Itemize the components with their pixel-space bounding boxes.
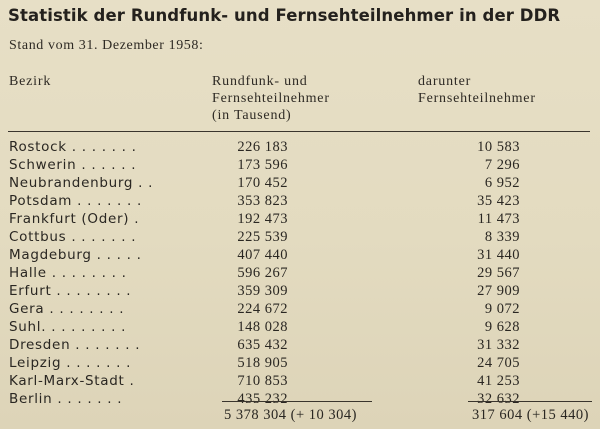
table-row — [0, 228, 600, 246]
rundfunk-value: 170 452 — [237, 175, 288, 191]
document-title: Statistik der Rundfunk- und Fernsehteilnehmer in der DDR — [8, 6, 561, 25]
rundfunk-value: 225 539 — [237, 229, 288, 245]
table-row — [0, 264, 600, 282]
bezirk-name: Neubrandenburg . . — [9, 175, 154, 191]
bezirk-name: Schwerin . . . . . . — [9, 157, 137, 173]
total-rundfunk: 5 378 304 (+ 10 304) — [224, 407, 357, 423]
fernseh-value: 32 632 — [477, 391, 520, 407]
bezirk-name: Dresden . . . . . . . — [9, 337, 141, 353]
table-row — [0, 354, 600, 372]
fernseh-value: 24 705 — [477, 355, 520, 371]
table-row — [0, 390, 600, 408]
rundfunk-value: 635 432 — [237, 337, 288, 353]
bezirk-name: Berlin . . . . . . . — [9, 391, 123, 407]
fernseh-value: 11 473 — [477, 211, 520, 227]
fernseh-value: 10 583 — [477, 139, 520, 155]
fernseh-value: 31 440 — [477, 247, 520, 263]
rundfunk-value: 596 267 — [237, 265, 288, 281]
fernseh-value: 41 253 — [477, 373, 520, 389]
table-row — [0, 138, 600, 156]
table-row — [0, 300, 600, 318]
table-row — [0, 318, 600, 336]
document-subtitle: Stand vom 31. Dezember 1958: — [9, 38, 204, 53]
bezirk-name: Frankfurt (Oder) . — [9, 211, 140, 227]
table-row — [0, 336, 600, 354]
rundfunk-value: 173 596 — [237, 157, 288, 173]
rundfunk-value: 353 823 — [237, 193, 288, 209]
rundfunk-value: 407 440 — [237, 247, 288, 263]
bezirk-name: Halle . . . . . . . . — [9, 265, 127, 281]
header-divider — [8, 131, 590, 132]
rundfunk-value: 192 473 — [237, 211, 288, 227]
sum-rule-fernseh — [468, 401, 592, 402]
fernseh-value: 31 332 — [477, 337, 520, 353]
fernseh-value: 7 296 — [484, 157, 520, 173]
table-row — [0, 246, 600, 264]
fernseh-value: 6 952 — [484, 175, 520, 191]
fernseh-value: 29 567 — [477, 265, 520, 281]
table-row — [0, 372, 600, 390]
bezirk-name: Magdeburg . . . . . — [9, 247, 142, 263]
table-row — [0, 156, 600, 174]
fernseh-value: 27 909 — [477, 283, 520, 299]
rundfunk-value: 435 232 — [237, 391, 288, 407]
table-row — [0, 282, 600, 300]
bezirk-name: Rostock . . . . . . . — [9, 139, 137, 155]
rundfunk-value: 226 183 — [237, 139, 288, 155]
bezirk-name: Suhl. . . . . . . . . — [9, 319, 127, 335]
fernseh-value: 35 423 — [477, 193, 520, 209]
column-header-rundfunk: Rundfunk- und Fernsehteilnehmer (in Tausend) — [212, 74, 330, 123]
bezirk-name: Karl-Marx-Stadt . — [9, 373, 135, 389]
table-row — [0, 192, 600, 210]
table-row — [0, 210, 600, 228]
table-row — [0, 174, 600, 192]
bezirk-name: Potsdam . . . . . . . — [9, 193, 143, 209]
fernseh-value: 8 339 — [484, 229, 520, 245]
bezirk-name: Cottbus . . . . . . . — [9, 229, 137, 245]
column-header-fernseh: darunter Fernsehteilnehmer — [418, 74, 536, 106]
rundfunk-value: 359 309 — [237, 283, 288, 299]
rundfunk-value: 710 853 — [237, 373, 288, 389]
rundfunk-value: 518 905 — [237, 355, 288, 371]
table-body — [0, 138, 600, 408]
bezirk-name: Leipzig . . . . . . . — [9, 355, 132, 371]
rundfunk-value: 148 028 — [237, 319, 288, 335]
bezirk-name: Erfurt . . . . . . . . — [9, 283, 132, 299]
fernseh-value: 9 072 — [484, 301, 520, 317]
column-header-bezirk: Bezirk — [9, 74, 52, 89]
sum-rule-rundfunk — [222, 401, 372, 402]
fernseh-value: 9 628 — [484, 319, 520, 335]
bezirk-name: Gera . . . . . . . . — [9, 301, 125, 317]
total-fernseh: 317 604 (+15 440) — [472, 407, 589, 423]
rundfunk-value: 224 672 — [237, 301, 288, 317]
